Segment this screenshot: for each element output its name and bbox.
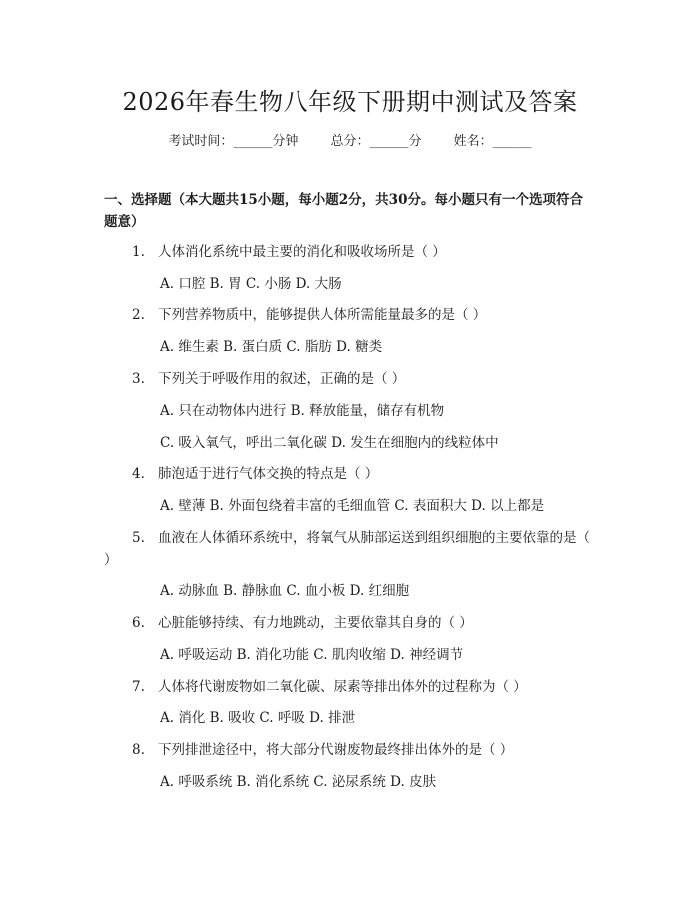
question-number: 2. <box>132 307 145 323</box>
question-text: 血液在人体循环系统中，将氧气从肺部运送到组织细胞的主要依靠的是（ ） <box>104 530 590 568</box>
question-1-options: A. 口腔 B. 胃 C. 小肠 D. 大肠 <box>160 276 342 292</box>
question-3-options-line-2: C. 吸入氧气，呼出二氧化碳 D. 发生在细胞内的线粒体中 <box>160 435 499 451</box>
question-number: 8. <box>132 742 145 758</box>
question-4-options: A. 壁薄 B. 外面包绕着丰富的毛细血管 C. 表面积大 D. 以上都是 <box>160 498 545 514</box>
section-heading: 一、选择题（本大题共15小题，每小题2分，共30分。每小题只有一个选项符合题意） <box>104 192 583 230</box>
page-title: 2026年春生物八年级下册期中测试及答案 <box>122 88 578 116</box>
question-number: 1. <box>132 244 145 260</box>
question-6-options: A. 呼吸运动 B. 消化功能 C. 肌肉收缩 D. 神经调节 <box>160 647 464 663</box>
question-text: 肺泡适于进行气体交换的特点是（ ） <box>158 466 379 482</box>
question-5 <box>104 527 594 571</box>
question-3 <box>132 368 597 390</box>
question-number: 5. <box>132 530 145 546</box>
question-1 <box>132 241 597 263</box>
exam-time-field: 考试时间：______分钟 <box>168 134 299 149</box>
question-number: 3. <box>132 371 145 387</box>
question-text: 人体将代谢废物如二氧化碳、尿素等排出体外的过程称为（ ） <box>158 679 527 695</box>
question-8-options: A. 呼吸系统 B. 消化系统 C. 泌尿系统 D. 皮肤 <box>160 774 437 790</box>
total-score-field: 总分：______分 <box>330 134 422 149</box>
question-7-options: A. 消化 B. 吸收 C. 呼吸 D. 排泄 <box>160 710 356 726</box>
question-number: 6. <box>132 615 145 631</box>
question-number: 7. <box>132 679 145 695</box>
question-2 <box>132 304 597 326</box>
question-text: 下列营养物质中，能够提供人体所需能量最多的是（ ） <box>158 307 487 323</box>
student-name-field: 姓名：______ <box>453 134 532 149</box>
question-3-options-line-1: A. 只在动物体内进行 B. 释放能量，储存有机物 <box>160 403 445 419</box>
question-7 <box>132 676 597 698</box>
question-8 <box>132 739 597 761</box>
question-text: 下列关于呼吸作用的叙述，正确的是（ ） <box>158 371 406 387</box>
question-4 <box>132 463 597 485</box>
question-text: 人体消化系统中最主要的消化和吸收场所是（ ） <box>158 244 446 260</box>
exam-meta <box>0 130 700 149</box>
question-5-options: A. 动脉血 B. 静脉血 C. 血小板 D. 红细胞 <box>160 583 410 599</box>
question-number: 4. <box>132 466 145 482</box>
question-2-options: A. 维生素 B. 蛋白质 C. 脂肪 D. 糖类 <box>160 339 383 355</box>
question-6 <box>132 612 597 634</box>
question-text: 心脏能够持续、有力地跳动，主要依靠其自身的（ ） <box>158 615 473 631</box>
question-text: 下列排泄途径中，将大部分代谢废物最终排出体外的是（ ） <box>158 742 514 758</box>
